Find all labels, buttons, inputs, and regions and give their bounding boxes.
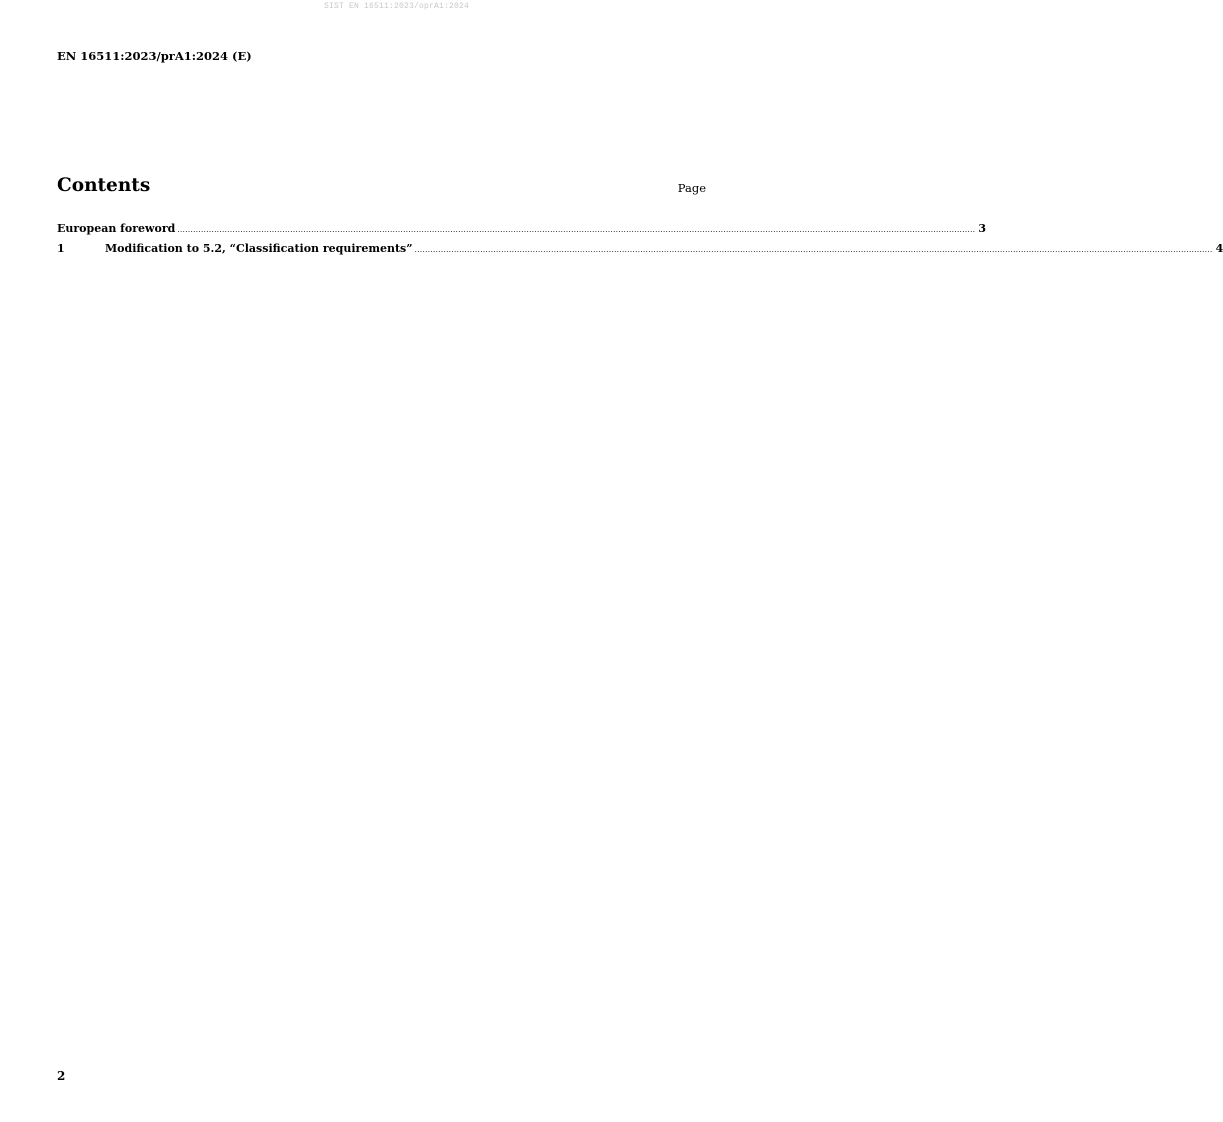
toc-entry-page: 3 [978,222,987,235]
contents-title: Contents [57,175,151,196]
toc-entry-european-foreword[interactable] [57,220,987,240]
contents-heading-row [57,175,706,201]
toc-entry-modification-5-2[interactable] [57,240,1223,260]
toc-entry-number: 1 [57,242,65,255]
toc-entry-title: Modification to 5.2, “Classification requirements” [105,242,413,255]
toc-entry-page: 4 [1215,242,1223,255]
watermark: SIST EN 16511:2023/oprA1:2024 [323,2,470,11]
table-of-contents [57,220,1223,260]
toc-entry-title: European foreword [57,222,176,235]
document-id-header: EN 16511:2023/prA1:2024 (E) [57,49,252,63]
page-column-label: Page [677,181,706,195]
toc-dot-leader: ................................................................................................................................................................................................................................................................................................................ [414,246,1213,254]
toc-dot-leader: ................................................................................................................................................................................................................................................................................................................ [177,226,976,234]
page-number: 2 [57,1069,66,1083]
